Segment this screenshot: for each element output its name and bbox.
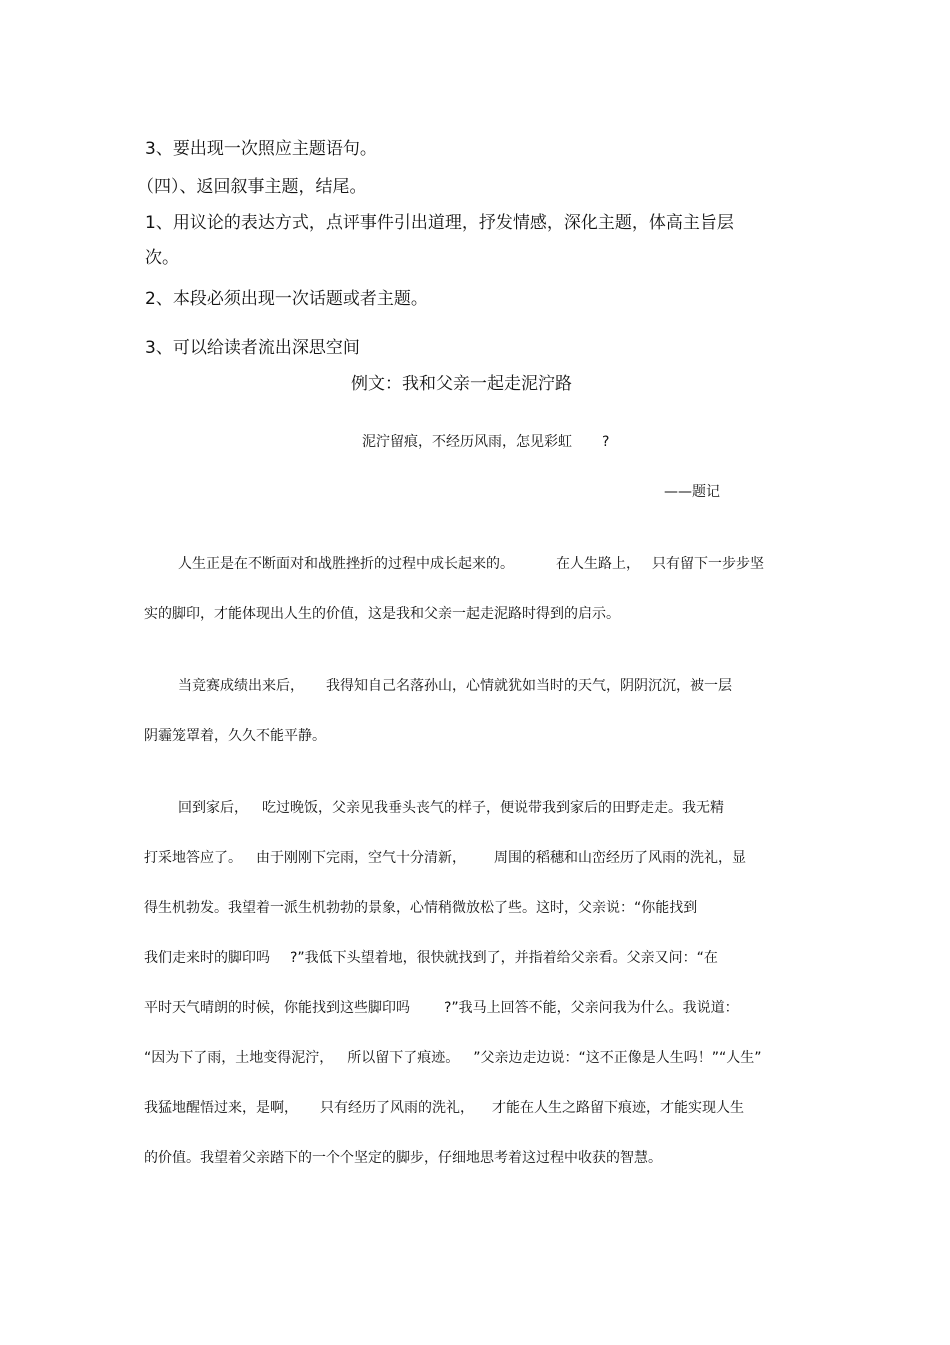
essay-line [144, 1097, 744, 1117]
essay-line-segment: 阴霾笼罩着，久久不能平静。 [144, 728, 326, 744]
essay-line-segment: 只有留下一步步坚 [652, 556, 764, 572]
epigraph-question-mark: ? [602, 434, 610, 450]
essay-line-segment: 我们走来时的脚印吗 [144, 950, 270, 966]
essay-line [178, 797, 724, 817]
essay-line-segment: 在人生路上， [556, 556, 640, 572]
essay-line [144, 947, 718, 967]
essay-title: 例文：我和父亲一起走泥泞路 [351, 374, 572, 394]
instruction-line-1: 3、要出现一次照应主题语句。 [145, 139, 377, 159]
essay-line [144, 897, 697, 917]
essay-line-segment: 吃过晚饭，父亲见我垂头丧气的样子，便说带我到家后的田野走走。我无精 [262, 800, 724, 816]
essay-line-segment: ”父亲边走边说：“这不正像是人生吗！”“人生” [473, 1050, 762, 1066]
essay-line [178, 675, 732, 695]
essay-line-segment: 由于刚刚下完雨，空气十分清新， [256, 850, 466, 866]
essay-line-segment: 平时天气晴朗的时候，你能找到这些脚印吗 [144, 1000, 410, 1016]
essay-line-segment: 人生正是在不断面对和战胜挫折的过程中成长起来的。 [178, 556, 514, 572]
essay-line-segment: 才能在人生之路留下痕迹，才能实现人生 [492, 1100, 744, 1116]
instruction-line-6: 3、可以给读者流出深思空间 [145, 338, 360, 358]
essay-line [144, 847, 746, 867]
instruction-line-3: 1、用议论的表达方式，点评事件引出道理，抒发情感，深化主题，体高主旨层 [145, 213, 734, 233]
instruction-line-4: 次。 [145, 248, 179, 268]
essay-line-segment: 当竞赛成绩出来后， [178, 678, 304, 694]
essay-line-segment: 我猛地醒悟过来，是啊， [144, 1100, 298, 1116]
essay-line [144, 1147, 662, 1167]
essay-line-segment: 只有经历了风雨的洗礼， [320, 1100, 474, 1116]
instruction-line-2: （四）、返回叙事主题，结尾。 [137, 177, 367, 197]
essay-line [178, 553, 764, 573]
essay-line-segment: 得生机勃发。我望着一派生机勃勃的景象，心情稍微放松了些。这时，父亲说：“你能找到 [144, 900, 698, 916]
essay-line [144, 725, 326, 745]
essay-line-segment: 所以留下了痕迹。 [347, 1050, 460, 1066]
essay-line-segment: 的价值。我望着父亲踏下的一个个坚定的脚步，仔细地思考着这过程中收获的智慧。 [144, 1150, 662, 1166]
essay-line [144, 1047, 762, 1067]
essay-line-segment: “因为下了雨，土地变得泥泞， [144, 1050, 334, 1066]
essay-line-segment: 我得知自己名落孙山，心情就犹如当时的天气，阴阴沉沉，被一层 [326, 678, 732, 694]
essay-line-segment: 实的脚印，才能体现出人生的价值，这是我和父亲一起走泥路时得到的启示。 [144, 606, 620, 622]
essay-line-segment: 回到家后， [178, 800, 248, 816]
essay-line-segment: ?”我马上回答不能，父亲问我为什么。我说道： [444, 1000, 739, 1016]
essay-line [144, 603, 620, 623]
epigraph-text: 泥泞留痕，不经历风雨，怎见彩虹 [362, 434, 572, 450]
epigraph [362, 431, 609, 451]
epigraph-source: ——题记 [664, 484, 720, 500]
essay-line-segment: ?”我低下头望着地，很快就找到了，并指着给父亲看。父亲又问：“在 [290, 950, 718, 966]
essay-line-segment: 打采地答应了。 [144, 850, 242, 866]
instruction-line-5: 2、本段必须出现一次话题或者主题。 [145, 289, 428, 309]
essay-line [144, 997, 739, 1017]
essay-line-segment: 周围的稻穗和山峦经历了风雨的洗礼，显 [494, 850, 746, 866]
